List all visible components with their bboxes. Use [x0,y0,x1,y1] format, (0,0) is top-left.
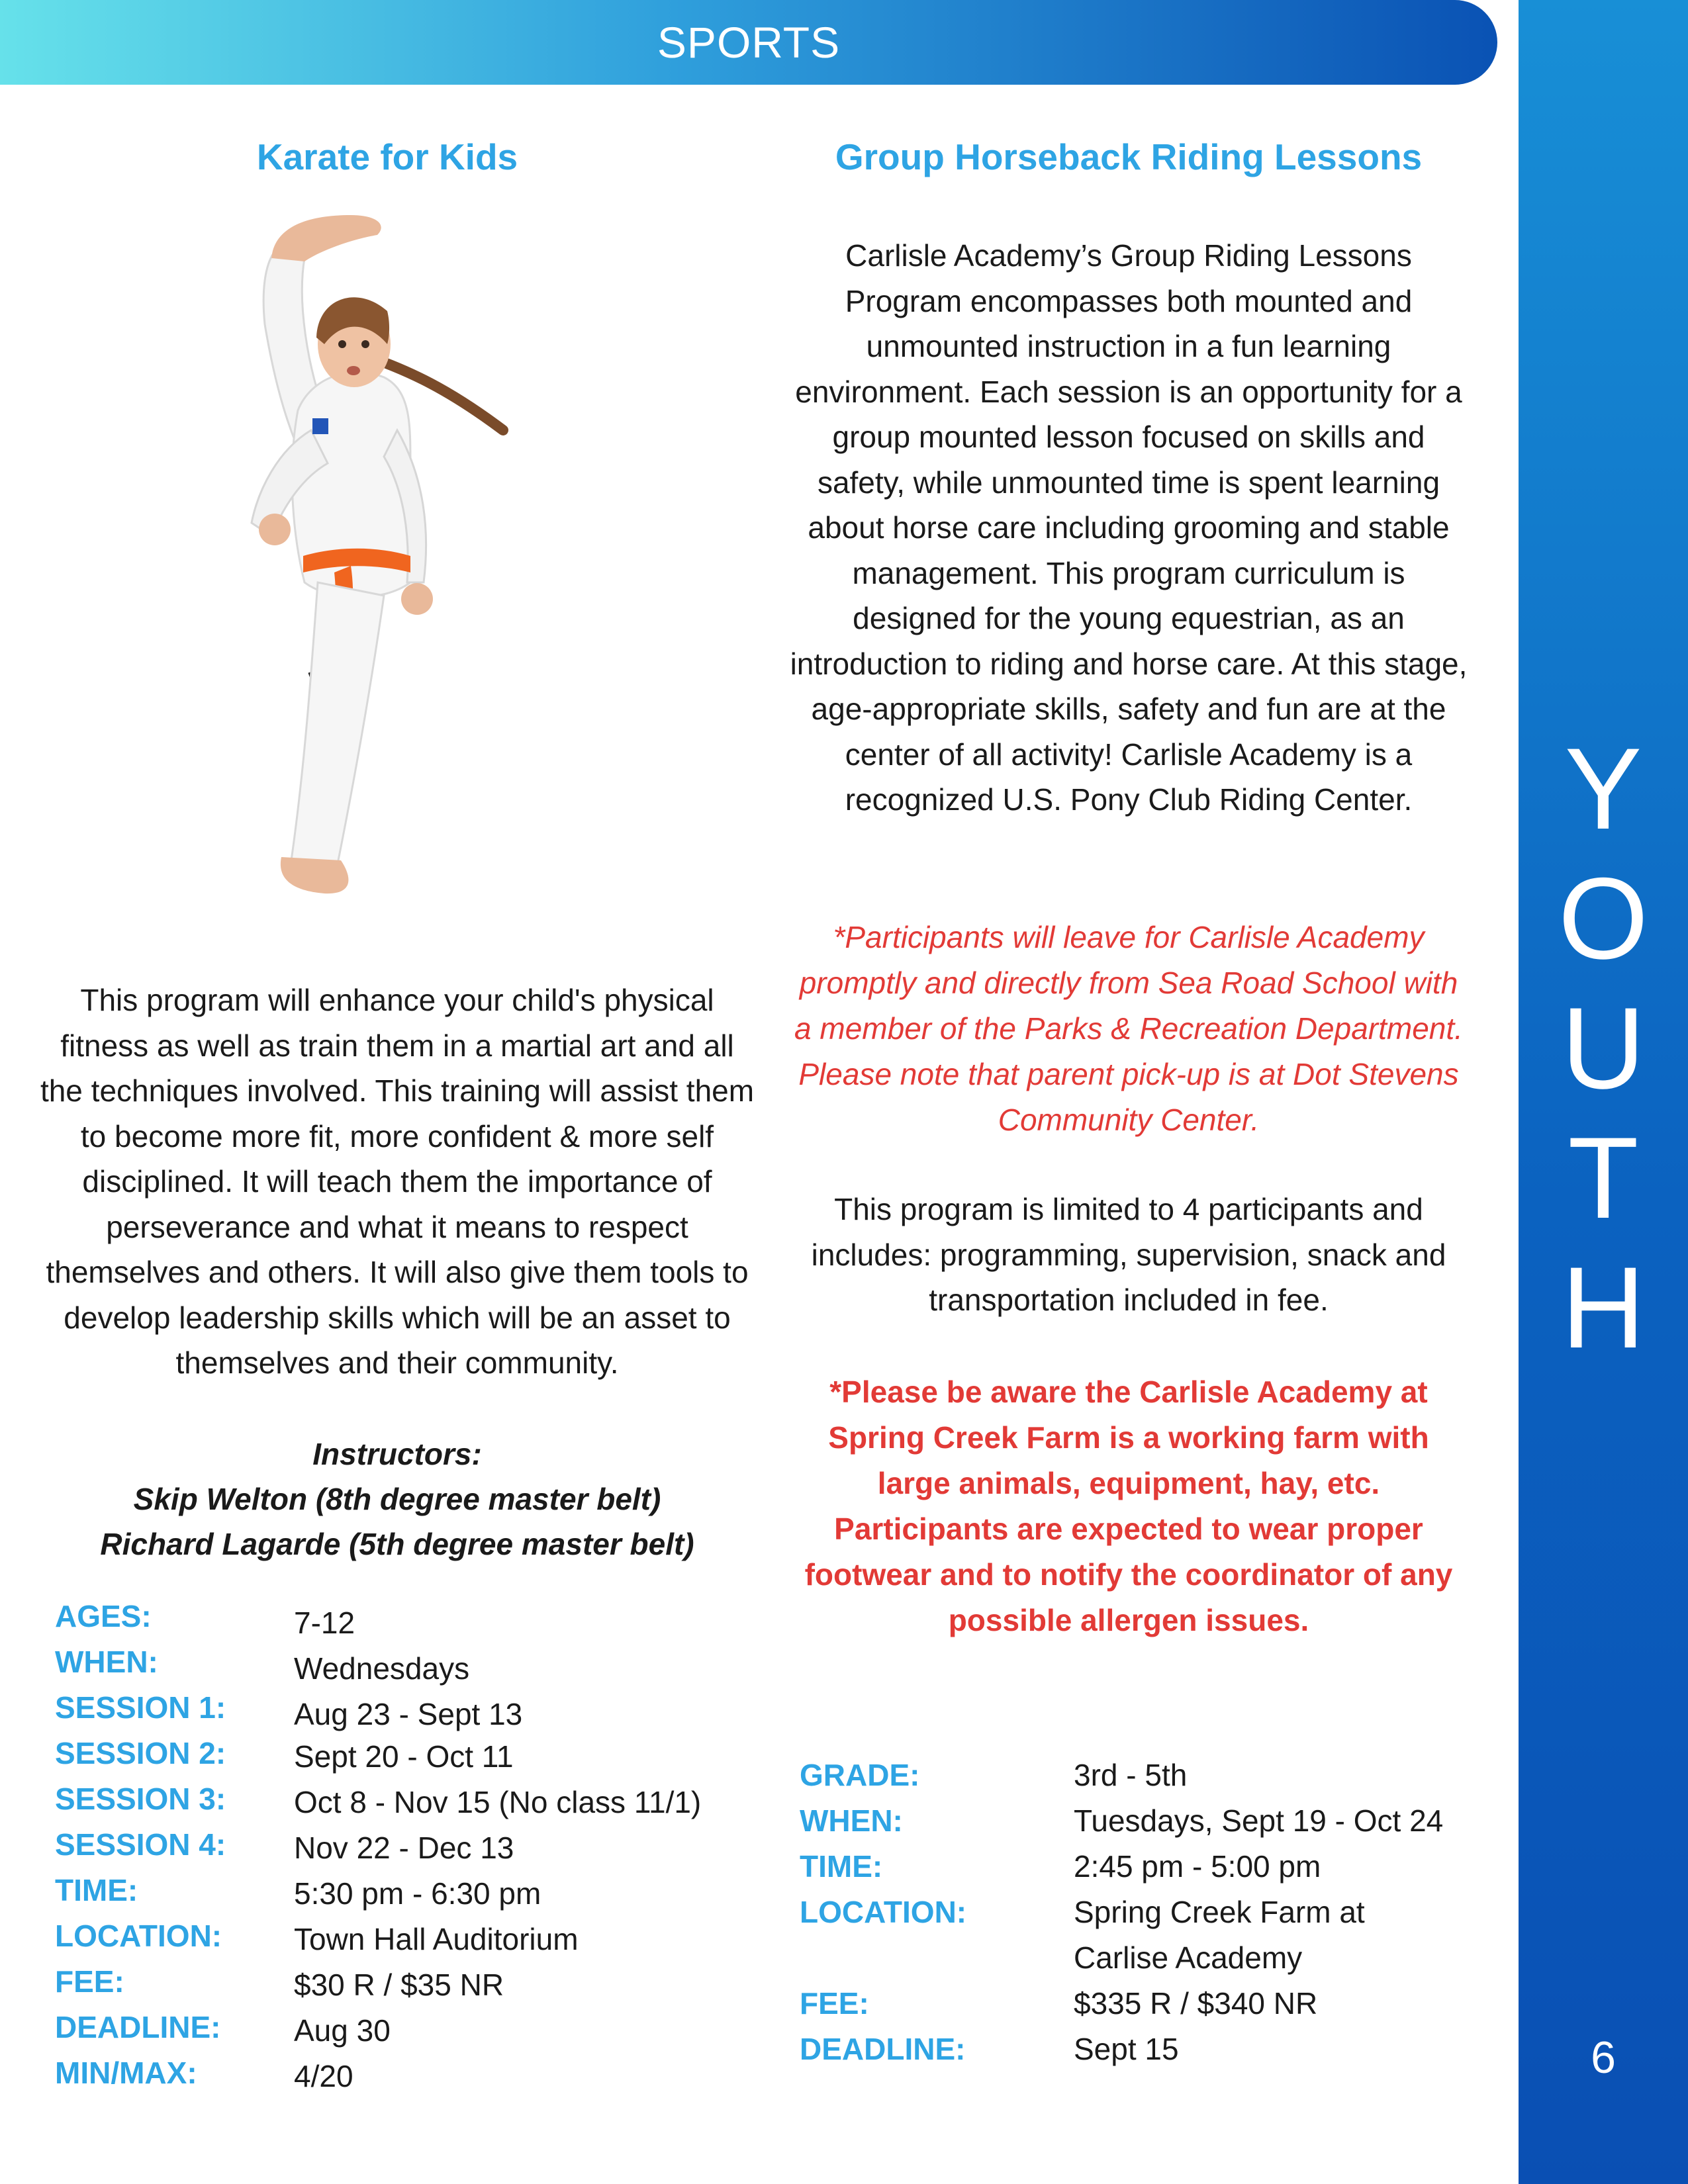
detail-value: $30 R / $35 NR [294,1968,504,2002]
detail-label: LOCATION: [800,1895,967,1929]
detail-value: Wednesdays [294,1651,470,1686]
karate-title: Karate for Kids [256,136,518,177]
horse-title: Group Horseback Riding Lessons [835,136,1423,177]
detail-value: Nov 22 - Dec 13 [294,1831,514,1865]
youth-vertical-word [1519,725,1688,1373]
detail-value: 5:30 pm - 6:30 pm [294,1876,541,1911]
detail-label: SESSION 1: [55,1690,226,1725]
detail-label: DEADLINE: [800,2032,966,2066]
detail-value: $335 R / $340 NR [1074,1986,1318,2021]
detail-label: TIME: [55,1873,138,1907]
page-number: 6 [1591,2032,1616,2083]
karate-details [55,1598,783,2115]
detail-value: 3rd - 5th [1074,1758,1188,1792]
detail-label: TIME: [800,1849,883,1884]
detail-value: Spring Creek Farm at [1074,1895,1365,1929]
youth-letter: T [1568,1114,1639,1243]
instructor-2: Richard Lagarde (5th degree master belt) [100,1527,694,1561]
instructors-heading: Instructors: [312,1437,482,1471]
detail-value: Tuesdays, Sept 19 - Oct 24 [1074,1803,1444,1838]
youth-letter: U [1561,984,1646,1113]
detail-label: AGES: [55,1599,152,1633]
detail-label: FEE: [800,1986,869,2021]
instructor-1: Skip Welton (8th degree master belt) [133,1482,661,1516]
youth-letter: H [1561,1244,1646,1373]
detail-label: GRADE: [800,1758,920,1792]
karate-description: This program will enhance your child's physical fitness as well as train them in a martial art and all the techniques involved. This training will assist them to become more fit, more confident & more self disciplined. It will teach them the importance of perseverance and what it means to respect themselves and others. It will also give them tools to develop leadership skills which will be an asset to themselves and their community. [40,983,755,1380]
detail-value: 4/20 [294,2059,353,2093]
detail-label: WHEN: [800,1803,903,1838]
karate-girl-photo [212,212,556,907]
participant-limit: This program is limited to 4 participants and includes: programming, supervision, snack and transportation included in fee. [811,1192,1446,1317]
detail-value: Oct 8 - Nov 15 (No class 11/1) [294,1785,702,1819]
youth-letter: O [1558,854,1649,983]
detail-label: FEE: [55,1964,124,1999]
detail-value: Sept 20 - Oct 11 [294,1739,514,1774]
detail-label: WHEN: [55,1645,158,1679]
detail-label: SESSION 2: [55,1736,226,1770]
detail-value: 7-12 [294,1606,355,1640]
detail-value: 2:45 pm - 5:00 pm [1074,1849,1321,1884]
horse-description: Carlisle Academy’s Group Riding Lessons Program encompasses both mounted and unmounted instruction in a fun learning environment. Each session is an opportunity for a group mounted lesson focused on skills and safety, while unmounted time is spent learning about horse care including grooming and stable management. This program curriculum is designed for the young equestrian, as an introduction to riding and horse care. At this stage, age-appropriate skills, safety and fun are at the center of all activity! Carlisle Academy is a recognized U.S. Pony Club Riding Center. [790,238,1468,817]
detail-label: MIN/MAX: [55,2056,197,2090]
detail-label: LOCATION: [55,1919,222,1953]
youth-letter: Y [1564,725,1642,854]
section-title: SPORTS [657,18,841,67]
detail-value: Carlise Academy [1074,1940,1303,1975]
transport-note: *Participants will leave for Carlisle Academy promptly and directly from Sea Road School with a member of the Parks & Recreation Department. Please note that parent pick-up is at Dot Stevens Community Center. [794,920,1463,1137]
detail-value: Aug 30 [294,2013,391,2048]
detail-label: SESSION 4: [55,1827,226,1862]
detail-value: Aug 23 - Sept 13 [294,1697,523,1731]
horse-details [800,1757,1501,2088]
detail-value: Sept 15 [1074,2032,1179,2066]
detail-label: DEADLINE: [55,2010,221,2044]
detail-label: SESSION 3: [55,1782,226,1816]
detail-value: Town Hall Auditorium [294,1922,579,1956]
farm-warning: *Please be aware the Carlisle Academy at Spring Creek Farm is a working farm with large animals, equipment, hay, etc. Participants are expected to wear proper footwear and to notify the coordinator of any possible allergen issues. [804,1375,1453,1637]
